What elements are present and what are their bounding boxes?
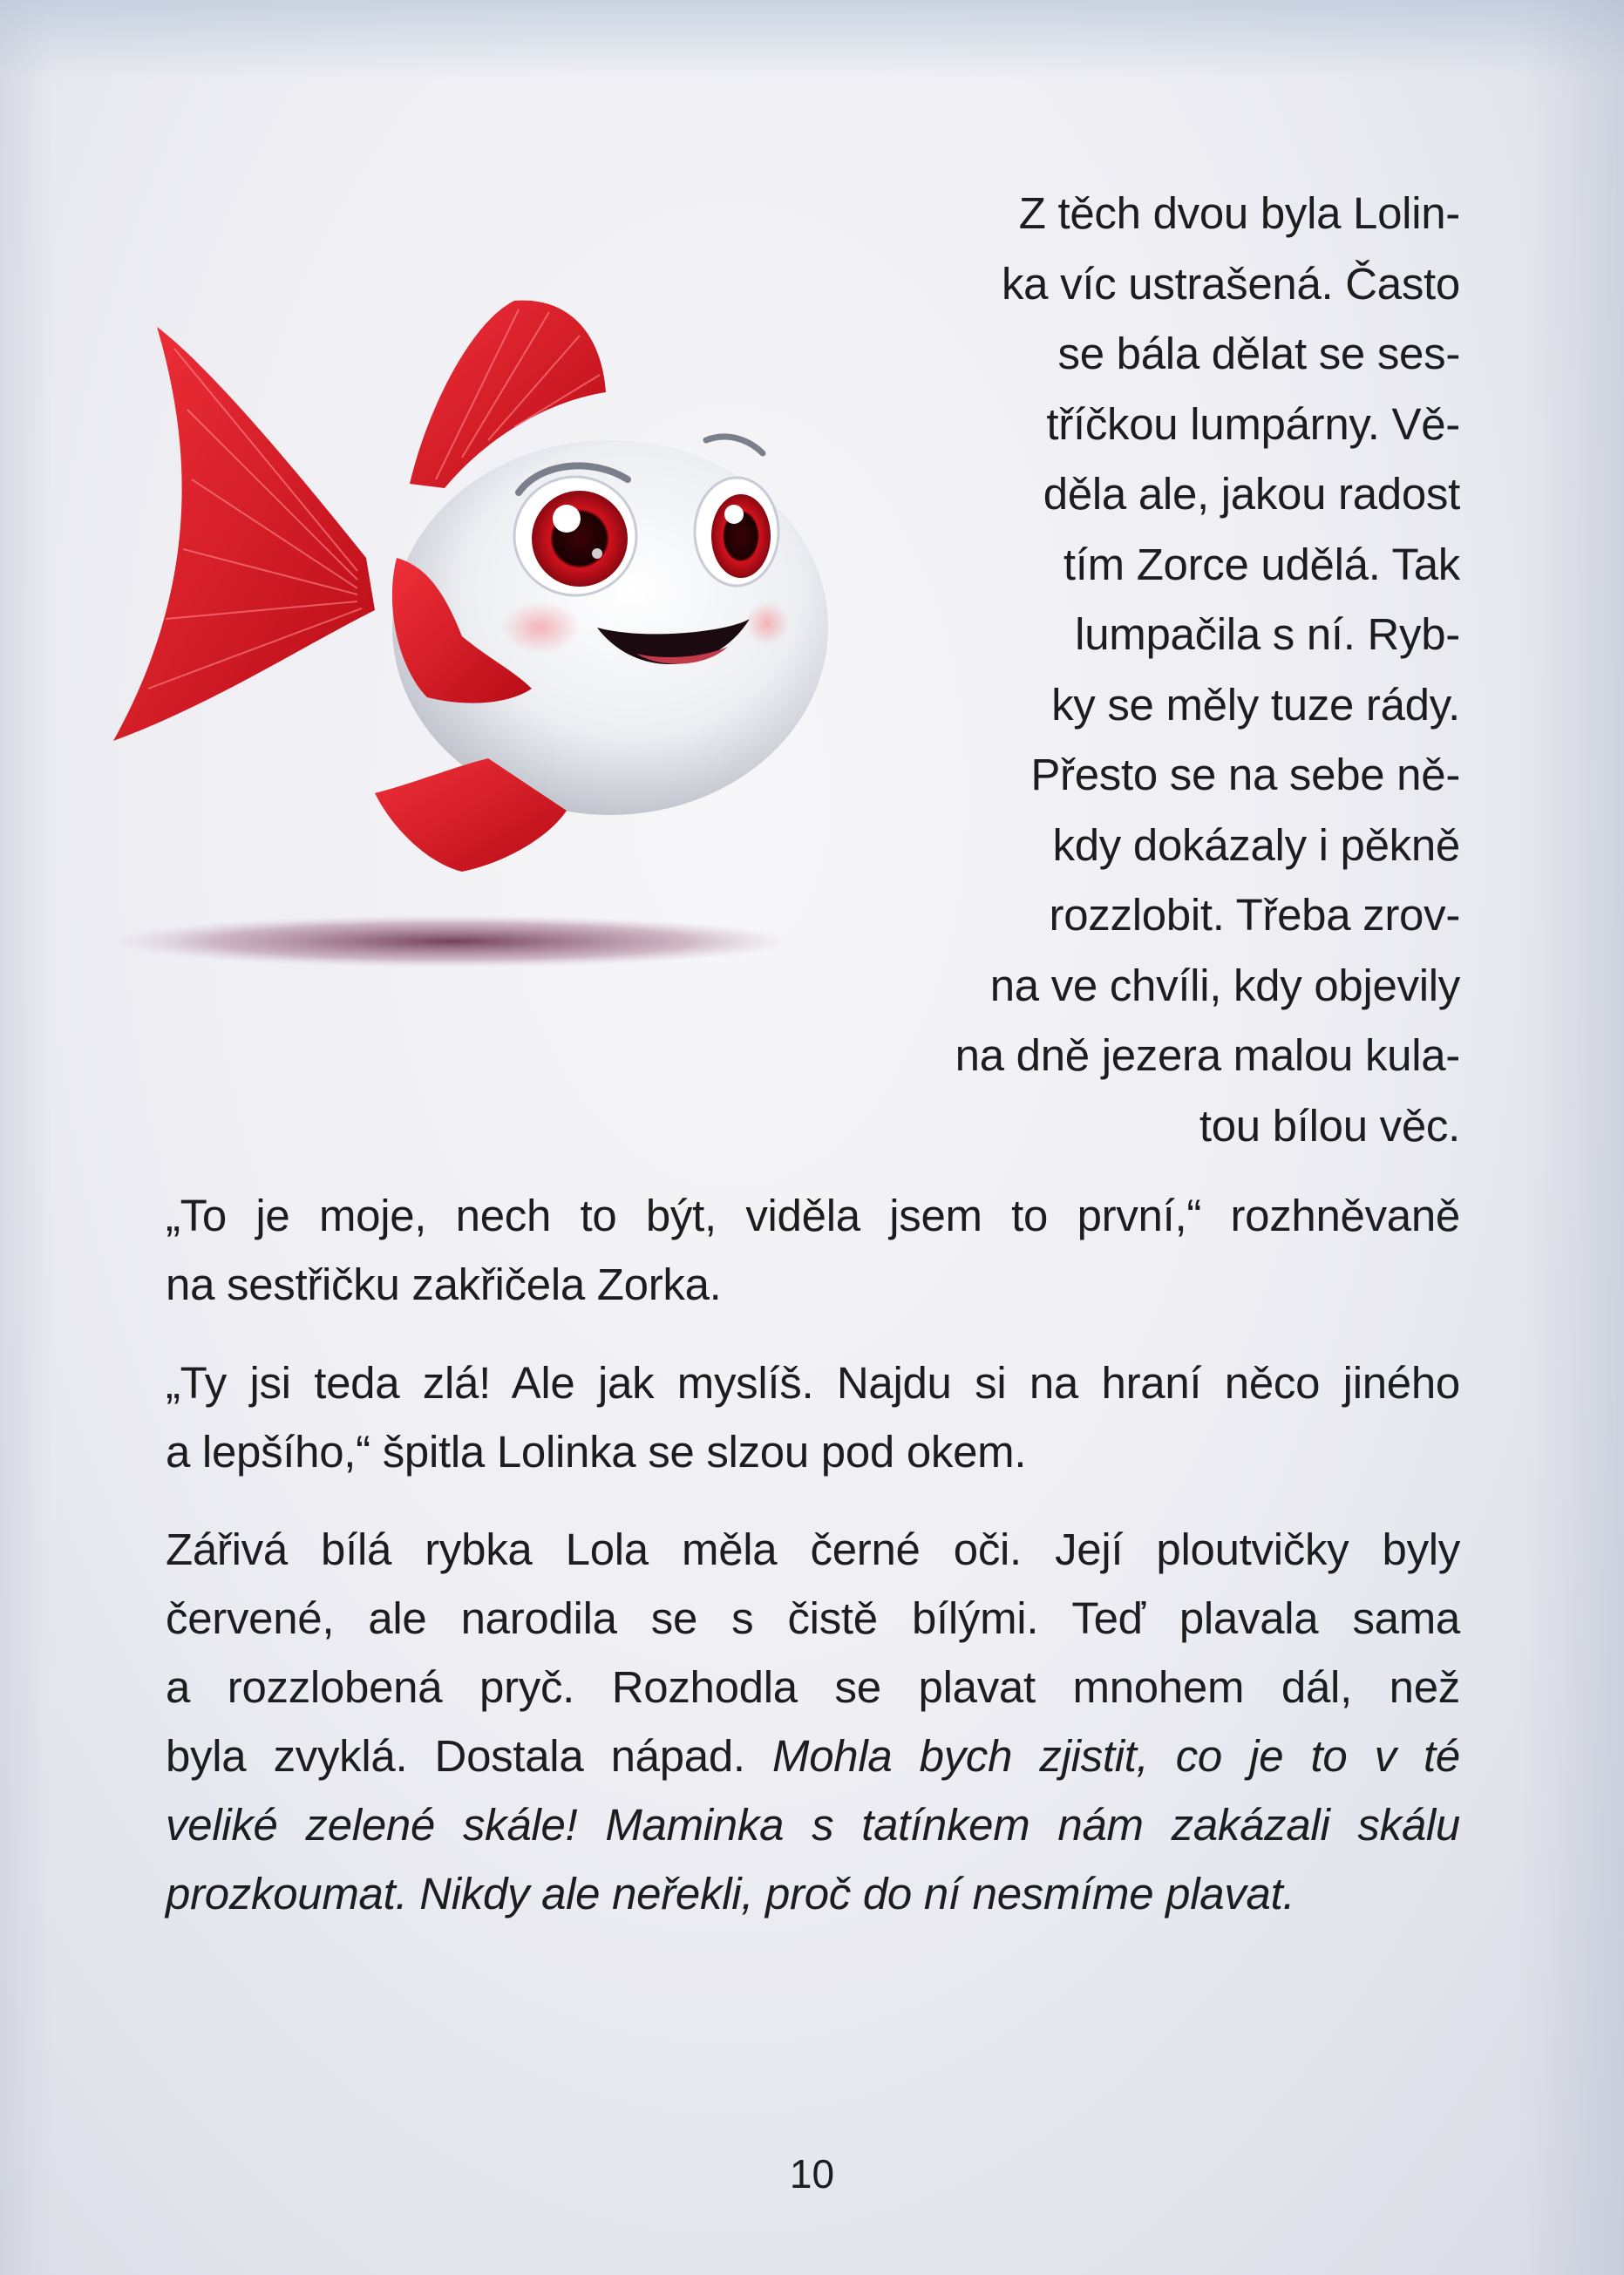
side-paragraph-line: děla ale, jakou radost: [1043, 469, 1460, 519]
side-paragraph-line: Přesto se na sebe ně-: [1030, 750, 1460, 799]
paragraph-line: Zářivá bílá rybka Lola měla černé oči. Její ploutvičky byly: [166, 1525, 1460, 1574]
side-paragraph-line: rozzlobit. Třeba zrov-: [1049, 890, 1460, 940]
paragraph-line: a rozzlobená pryč. Rozhodla se plavat mnohem dál, než: [166, 1662, 1460, 1712]
side-paragraph-line: kdy dokázaly i pěkně: [1052, 819, 1460, 870]
fish-illustration: [78, 270, 846, 1020]
side-paragraph-line: na dně jezera malou kula-: [955, 1030, 1460, 1080]
side-paragraph-line: ky se měly tuze rády.: [1051, 679, 1460, 730]
cheek-blush-right: [745, 601, 789, 645]
narration-italic-thought: veliké zelené skále! Maminka s tatínkem nám zakázali skálu: [166, 1800, 1460, 1850]
cheek-blush: [501, 601, 580, 654]
side-paragraph-line: lumpačila s ní. Ryb-: [1075, 609, 1460, 659]
paragraph-line: a lepšího,“ špitla Lolinka se slzou pod okem.: [166, 1427, 1027, 1477]
scan-shading-top: [0, 0, 1624, 78]
right-eye: [695, 437, 778, 586]
page-number: 10: [789, 2151, 835, 2197]
paragraph-line: [166, 1859, 1460, 1928]
paragraph-line: [166, 1790, 1460, 1859]
paragraph-line: červené, ale narodila se s čistě bílými. Teď plavala sama: [166, 1593, 1460, 1643]
side-paragraph-line: tím Zorce udělá. Tak: [1063, 539, 1460, 589]
side-paragraph-line: tříčkou lumpárny. Vě-: [1046, 398, 1460, 449]
scan-shading-right: [1519, 0, 1624, 2275]
scan-shading-left: [0, 0, 52, 2275]
side-paragraph-line: ka víc ustrašená. Často: [1001, 258, 1460, 309]
narration-paragraph: [166, 1515, 1460, 1928]
narration-plain-text: byla zvyklá. Dostala nápad.: [166, 1731, 773, 1781]
dialogue-paragraph-lolinka: [166, 1348, 1460, 1486]
paragraph-line: na sestřičku zakřičela Zorka.: [166, 1260, 722, 1309]
paragraph-line: „To je moje, nech to být, viděla jsem to první,“ rozhněvaně: [166, 1191, 1460, 1240]
narration-italic-thought: Mohla bych zjistit, co je to v té: [772, 1731, 1460, 1781]
dialogue-paragraph-zorka: [166, 1181, 1460, 1319]
side-paragraph: [867, 179, 1460, 1161]
tail-fin: [113, 327, 375, 741]
side-paragraph-line: na ve chvíli, kdy objevily: [989, 960, 1460, 1010]
side-paragraph-line: se bála dělat se ses-: [1057, 329, 1460, 378]
narration-italic-thought: prozkoumat. Nikdy ale neřekli, proč do ní nesmíme plavat.: [166, 1869, 1295, 1918]
fish-shadow: [113, 915, 793, 968]
side-paragraph-line: tou bílou věc.: [1199, 1100, 1460, 1151]
side-paragraph-line: Z těch dvou byla Lolin-: [1018, 188, 1460, 238]
paragraph-line: „Ty jsi teda zlá! Ale jak myslíš. Najdu si na hraní něco jiného: [166, 1358, 1460, 1408]
paragraph-line: [166, 1722, 1460, 1790]
